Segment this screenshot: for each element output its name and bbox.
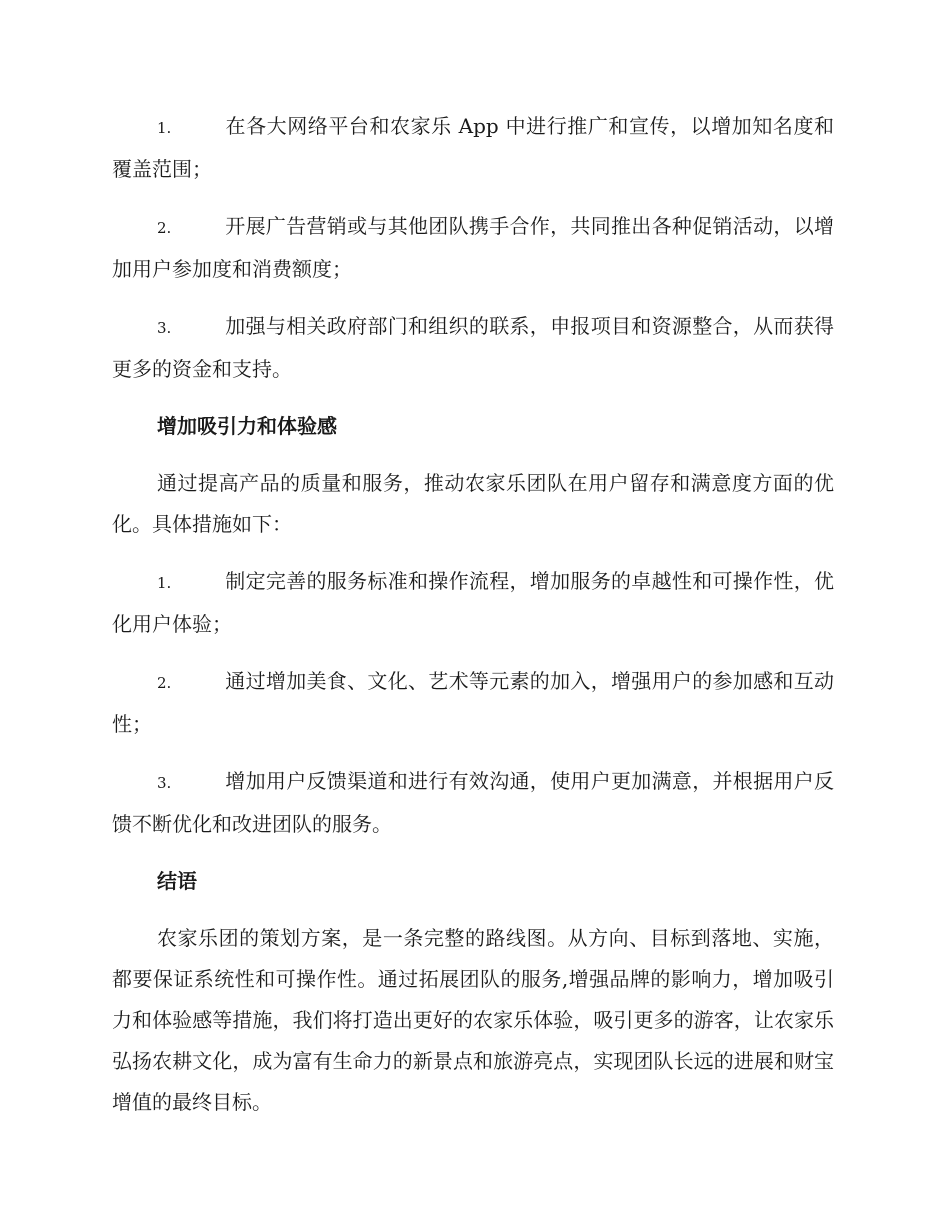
list-item-text: 制定完善的服务标准和操作流程，增加服务的卓越性和可操作性，优化用户体验；: [112, 569, 834, 636]
list-item-text: 通过增加美食、文化、艺术等元素的加入，增强用户的参加感和互动性；: [112, 669, 834, 736]
list-item-text: 在各大网络平台和农家乐 App 中进行推广和宣传，以增加知名度和覆盖范围；: [112, 114, 834, 181]
list-item-text: 增加用户反馈渠道和进行有效沟通，使用户更加满意，并根据用户反馈不断优化和改进团队的服务。: [112, 769, 834, 836]
conclusion-paragraph: 农家乐团的策划方案，是一条完整的路线图。从方向、目标到落地、实施，都要保证系统性和可操作性。通过拓展团队的服务,增强品牌的影响力，增加吸引力和体验感等措施，我们将打造出更好的农家乐体验，吸引更多的游客，让农家乐弘扬农耕文化，成为富有生命力的新景点和旅游亮点，实现团队长远的进展和财宝增值的最终目标。: [112, 926, 834, 1114]
list-item: [112, 761, 834, 845]
list-number: 3.: [157, 319, 172, 337]
document-content: [112, 106, 834, 1139]
list-item-text: 开展广告营销或与其他团队携手合作，共同推出各种促销活动，以增加用户参加度和消费额度；: [112, 214, 834, 281]
list-number: 2.: [157, 219, 172, 237]
list-number: 1.: [157, 119, 172, 137]
list-item: [112, 206, 834, 290]
list-item: [112, 661, 834, 745]
list-item: [112, 106, 834, 190]
list-number: 2.: [157, 674, 172, 692]
list-number: 1.: [157, 574, 172, 592]
section-heading-attraction: 增加吸引力和体验感: [157, 414, 337, 438]
list-item-text: 加强与相关政府部门和组织的联系，申报项目和资源整合，从而获得更多的资金和支持。: [112, 314, 834, 381]
section-heading-conclusion: 结语: [157, 869, 197, 893]
list-number: 3.: [157, 774, 172, 792]
list-item: [112, 306, 834, 390]
list-item: [112, 561, 834, 645]
section-intro-paragraph: 通过提高产品的质量和服务，推动农家乐团队在用户留存和满意度方面的优化。具体措施如下：: [112, 471, 834, 536]
